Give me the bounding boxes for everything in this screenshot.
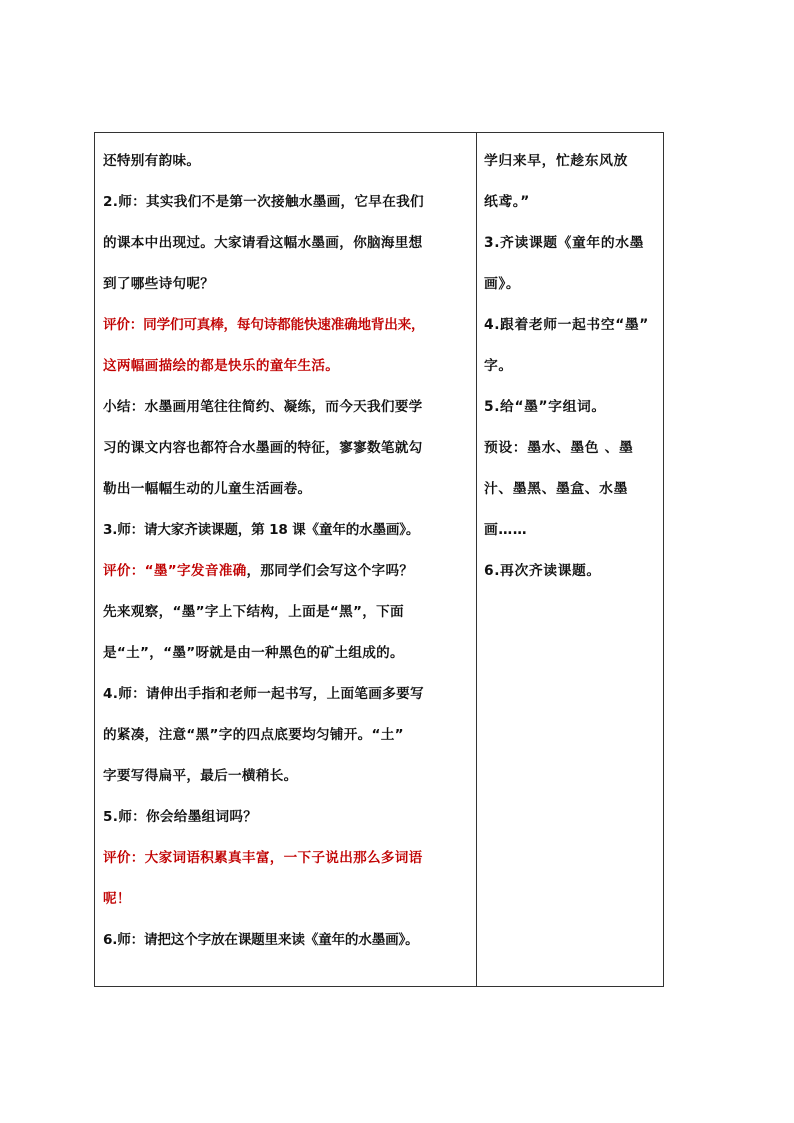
text-line: 纸鸢。” xyxy=(484,194,530,210)
text-line: 5.师：你会给墨组词吗？ xyxy=(103,809,258,825)
evaluation-phrase: 评价：“墨”字发音准确 xyxy=(103,563,247,579)
text-line: 的课本中出现过。大家请看这幅水墨画，你脑海里想 xyxy=(103,235,423,251)
text-line: 6.师：请把这个字放在课题里来读《童年的水墨画》。 xyxy=(103,932,419,948)
text-line: 小结：水墨画用笔往往简约、凝练，而今天我们要学 xyxy=(103,399,423,415)
text-line: 是“土”，“墨”呀就是由一种黑色的矿土组成的。 xyxy=(103,645,404,661)
evaluation-line: 呢！ xyxy=(103,891,131,907)
text-line: 勒出一幅幅生动的儿童生活画卷。 xyxy=(103,481,312,497)
student-activity-cell xyxy=(477,133,663,986)
evaluation-line: 评价：大家词语积累真丰富，一下子说出那么多词语 xyxy=(103,850,423,866)
text-line: 6.再次齐读课题。 xyxy=(484,563,601,579)
text-line: 的紧凑，注意“黑”字的四点底要均匀铺开。“土” xyxy=(103,727,404,743)
text-line: 字要写得扁平，最后一横稍长。 xyxy=(103,768,298,784)
text-line: 字。 xyxy=(484,358,513,374)
text-line: 画》。 xyxy=(484,276,521,292)
text-line: 2.师：其实我们不是第一次接触水墨画，它早在我们 xyxy=(103,194,424,210)
teacher-activity-cell xyxy=(95,133,477,986)
lesson-plan-table xyxy=(94,132,664,987)
text-line: 预设：墨水、墨色 、墨 xyxy=(484,440,634,456)
text-phrase: ，那同学们会写这个字吗？ xyxy=(246,563,414,579)
text-line: 先来观察，“墨”字上下结构，上面是“黑”，下面 xyxy=(103,604,404,620)
text-line: 4.跟着老师一起书空“墨” xyxy=(484,317,649,333)
text-line: 3.齐读课题《童年的水墨 xyxy=(484,235,645,251)
text-line: 4.师：请伸出手指和老师一起书写，上面笔画多要写 xyxy=(103,686,424,702)
text-line: 汁、墨黑、墨盒、水墨 xyxy=(484,481,628,497)
text-line: 画…… xyxy=(484,522,528,538)
evaluation-line: 评价：同学们可真棒，每句诗都能快速准确地背出来， xyxy=(103,317,425,333)
text-line: 学归来早，忙趁东风放 xyxy=(484,153,628,169)
text-line: 还特别有韵味。 xyxy=(103,153,201,169)
text-line: 到了哪些诗句呢？ xyxy=(103,276,215,292)
text-line: 3.师：请大家齐读课题，第 18 课《童年的水墨画》。 xyxy=(103,522,420,538)
mixed-evaluation-line xyxy=(103,551,476,592)
text-line: 5.给“墨”字组词。 xyxy=(484,399,606,415)
text-line: 习的课文内容也都符合水墨画的特征，寥寥数笔就勾 xyxy=(103,440,423,456)
evaluation-line: 这两幅画描绘的都是快乐的童年生活。 xyxy=(103,358,340,374)
